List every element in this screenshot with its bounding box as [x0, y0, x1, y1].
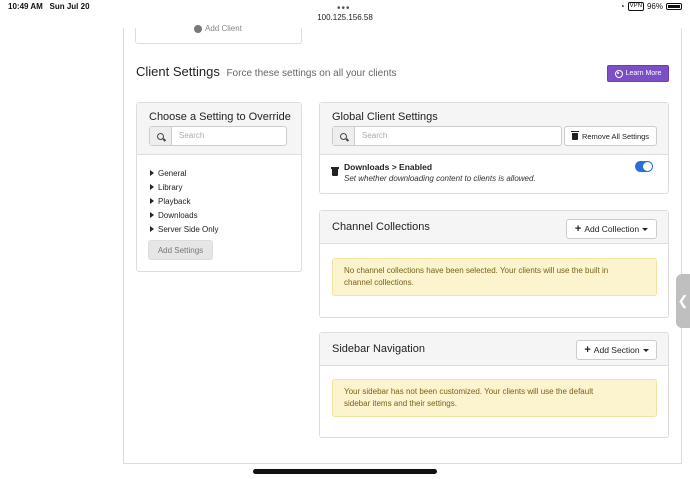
info-icon: [615, 70, 623, 78]
tree-item-label: Playback: [158, 197, 191, 206]
search-icon: [340, 133, 347, 140]
status-right: [620, 2, 682, 11]
section-header: [136, 64, 397, 79]
previous-card: [135, 24, 302, 44]
tree-item-label: Downloads: [158, 211, 198, 220]
plus-icon: +: [574, 223, 582, 235]
trash-icon: [572, 133, 578, 140]
add-section-label: Add Section: [593, 345, 640, 355]
channel-alert-line2: channel collections.: [344, 278, 414, 287]
setting-name: Downloads > Enabled: [344, 162, 433, 172]
add-client-label: Add Client: [205, 24, 242, 33]
tree-item-server-side-only[interactable]: [150, 223, 218, 237]
override-search-group: [149, 126, 287, 146]
learn-more-label: Learn More: [625, 70, 662, 77]
global-search-addon: [333, 127, 355, 145]
add-section-button[interactable]: [576, 340, 657, 360]
sidebar-alert: [332, 379, 657, 417]
setting-description: Set whether downloading content to clients is allowed.: [344, 174, 536, 183]
settings-category-tree: [150, 167, 218, 237]
caret-right-icon: [150, 184, 154, 190]
learn-more-button[interactable]: [607, 65, 669, 82]
sidebar-alert-line2: sidebar items and their settings.: [344, 399, 457, 408]
time-text: 10:49 AM: [8, 2, 43, 11]
chevron-down-icon: [642, 228, 648, 231]
url-text[interactable]: 100.125.156.58: [317, 13, 373, 22]
plus-circle-icon: [194, 25, 202, 33]
add-collection-label: Add Collection: [584, 224, 640, 234]
sidebar-panel-title: Sidebar Navigation: [332, 343, 425, 355]
home-indicator[interactable]: [253, 469, 437, 474]
battery-icon: [666, 3, 682, 10]
page-title: Client Settings: [136, 64, 220, 79]
sidebar-alert-line1: Your sidebar has not been customized. Your clients will use the default: [344, 387, 594, 396]
channel-alert: [332, 258, 657, 296]
channel-alert-line1: No channel collections have been selected. Your clients will use the built in: [344, 266, 609, 275]
downloads-enabled-toggle[interactable]: [635, 161, 653, 172]
override-search-addon: [150, 127, 172, 145]
caret-right-icon: [150, 170, 154, 176]
tree-item-label: Library: [158, 183, 183, 192]
side-drawer-handle[interactable]: [676, 274, 690, 328]
add-settings-button[interactable]: Add Settings: [148, 240, 213, 260]
tree-item-library[interactable]: [150, 181, 218, 195]
remove-all-settings-button[interactable]: [564, 126, 657, 146]
plus-icon: +: [584, 344, 591, 356]
date-text: Sun Jul 20: [49, 2, 90, 11]
tree-item-playback[interactable]: [150, 195, 218, 209]
global-search-input[interactable]: Search: [362, 131, 388, 140]
tab-dots-icon[interactable]: •••: [337, 3, 351, 14]
tree-item-general[interactable]: [150, 167, 218, 181]
caret-right-icon: [150, 212, 154, 218]
global-search-group: [332, 126, 562, 146]
tree-item-label: General: [158, 169, 187, 178]
caret-right-icon: [150, 226, 154, 232]
remove-all-label: Remove All Settings: [581, 131, 650, 141]
search-icon: [157, 133, 164, 140]
page-subtitle: Force these settings on all your clients: [226, 68, 397, 79]
caret-right-icon: [150, 198, 154, 204]
add-collection-button[interactable]: [566, 219, 657, 239]
vpn-badge: VPN: [629, 3, 642, 9]
battery-percent: 96%: [646, 2, 663, 11]
tree-item-label: Server Side Only: [158, 225, 219, 234]
wifi-icon: ◔: [619, 2, 625, 11]
override-panel-title: Choose a Setting to Override: [149, 111, 291, 123]
tree-item-downloads[interactable]: [150, 209, 218, 223]
add-client-button[interactable]: [194, 24, 242, 33]
status-time: [8, 2, 90, 11]
chevron-left-icon: ❮: [677, 293, 689, 308]
delete-setting-icon[interactable]: [332, 169, 338, 176]
global-panel-title: Global Client Settings: [332, 111, 438, 123]
chevron-down-icon: [643, 349, 649, 352]
override-search-input[interactable]: Search: [179, 131, 205, 140]
channel-panel-title: Channel Collections: [332, 221, 430, 233]
